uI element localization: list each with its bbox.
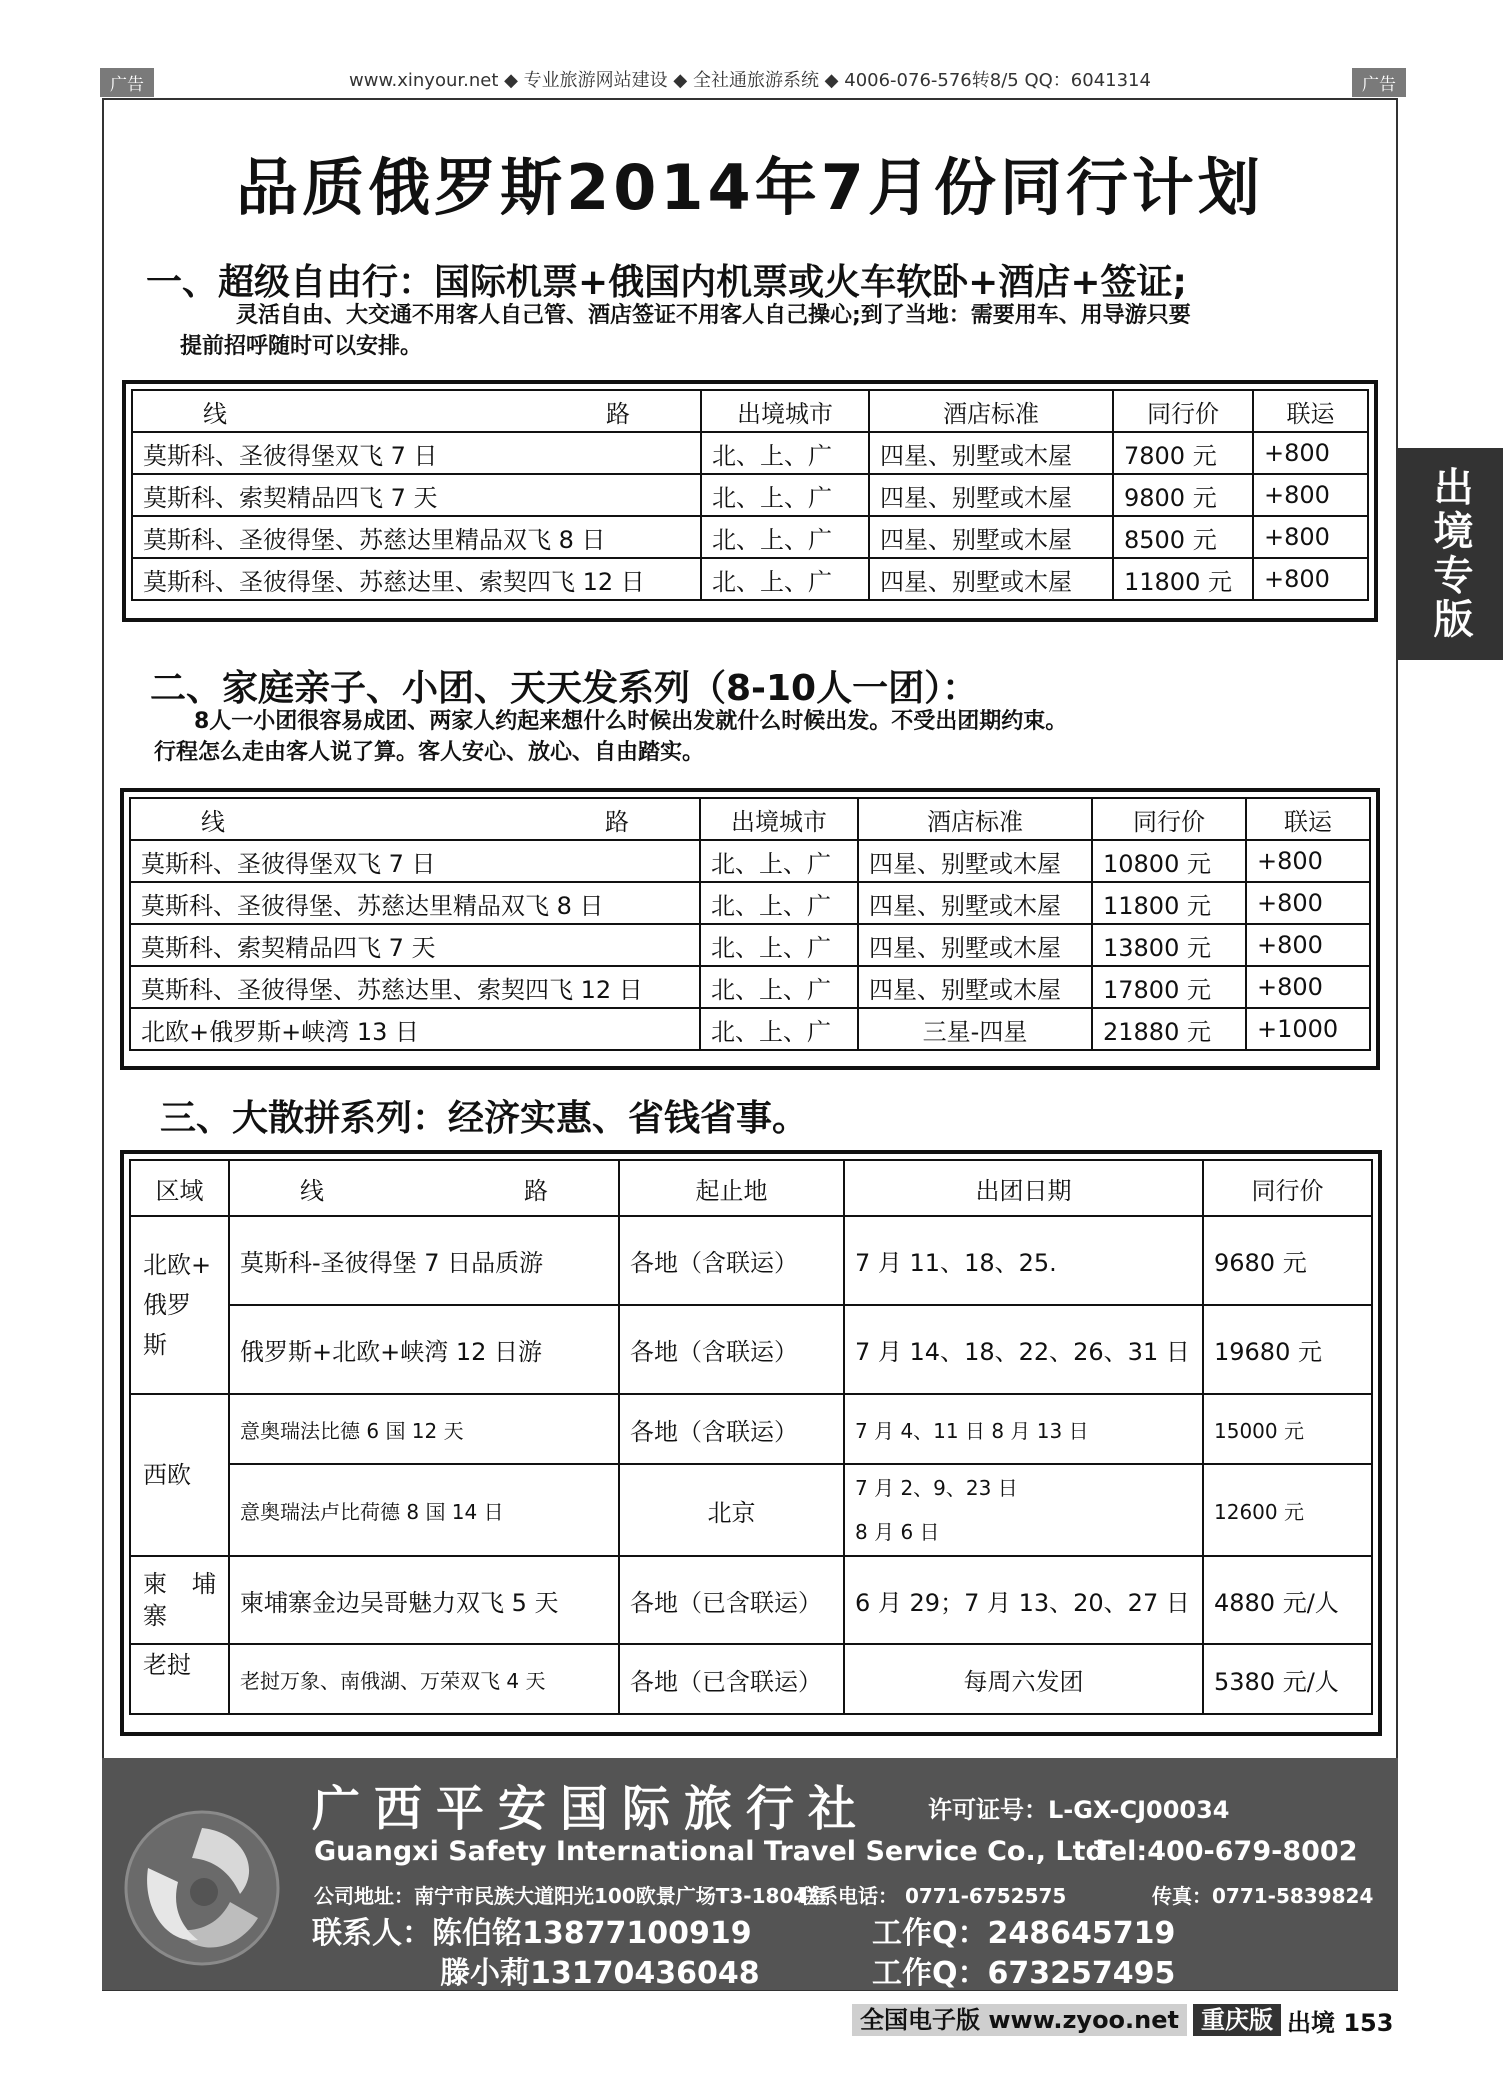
price-cell: 9680 元 [1203, 1216, 1372, 1305]
dates-cell: 7 月 14、18、22、26、31 日 [844, 1305, 1203, 1394]
route-cell: 莫斯科、圣彼得堡、苏慈达里、索契四飞 12 日 [130, 966, 700, 1008]
hotel-cell: 四星、别墅或木屋 [858, 966, 1092, 1008]
price-cell: 5380 元/人 [1203, 1644, 1372, 1714]
table-row [130, 1008, 1370, 1050]
city-cell: 北、上、广 [700, 882, 858, 924]
header-dates: 出团日期 [844, 1160, 1203, 1216]
table-row [132, 432, 1368, 474]
route-cell: 意奥瑞法比德 6 国 12 天 [229, 1394, 619, 1464]
extra-cell: +800 [1246, 966, 1370, 1008]
table-row [130, 1394, 1372, 1464]
header-origin: 起止地 [619, 1160, 844, 1216]
route-cell: 柬埔寨金边吴哥魅力双飞 5 天 [229, 1556, 619, 1644]
price-cell: 12600 元 [1203, 1464, 1372, 1556]
table-row [130, 1556, 1372, 1644]
route-cell: 老挝万象、南俄湖、万荣双飞 4 天 [229, 1644, 619, 1714]
city-edition-badge: 重庆版 [1193, 2004, 1281, 2036]
route-cell: 俄罗斯+北欧+峡湾 12 日游 [229, 1305, 619, 1394]
price-cell: 15000 元 [1203, 1394, 1372, 1464]
page-number: 出境 153 [1287, 2008, 1394, 2037]
origin-cell: 各地（含联运） [619, 1216, 844, 1305]
table-row [130, 924, 1370, 966]
route-cell: 意奥瑞法卢比荷德 8 国 14 日 [229, 1464, 619, 1556]
company-name: 广西平安国际旅行社 [312, 1781, 871, 1837]
city-cell: 北、上、广 [701, 516, 869, 558]
table-row [130, 1644, 1372, 1714]
section2-table [129, 797, 1371, 1051]
extra-cell: +800 [1246, 882, 1370, 924]
section2-title: 二、家庭亲子、小团、天天发系列（8-10人一团）： [150, 668, 979, 709]
header-price: 同行价 [1092, 798, 1246, 840]
city-cell: 北、上、广 [701, 558, 869, 600]
city-cell: 北、上、广 [701, 432, 869, 474]
price-cell: 11800 元 [1113, 558, 1253, 600]
route-cell: 北欧+俄罗斯+峡湾 13 日 [130, 1008, 700, 1050]
dates-cell: 7 月 11、18、25. [844, 1216, 1203, 1305]
route-cell: 莫斯科、索契精品四飞 7 天 [132, 474, 701, 516]
origin-cell: 北京 [619, 1464, 844, 1556]
header-city: 出境城市 [701, 390, 869, 432]
price-cell: 7800 元 [1113, 432, 1253, 474]
page-title: 品质俄罗斯2014年7月份同行计划 [236, 151, 1264, 224]
section3-title: 三、大散拼系列：经济实惠、省钱省事。 [160, 1098, 809, 1139]
city-cell: 北、上、广 [700, 966, 858, 1008]
region-cell-cambodia: 柬 埔 寨 [130, 1556, 229, 1644]
region-cell-nordic: 北欧+ 俄罗 斯 [130, 1216, 229, 1394]
city-cell: 北、上、广 [700, 1008, 858, 1050]
section1-desc-line1: 灵活自由、大交通不用客人自己管、酒店签证不用客人自己操心;到了当地：需要用车、用导游只要 [236, 303, 1191, 328]
table-row [130, 966, 1370, 1008]
company-logo-icon [122, 1808, 282, 1968]
origin-cell: 各地（已含联运） [619, 1556, 844, 1644]
city-cell: 北、上、广 [700, 840, 858, 882]
header-hotel: 酒店标准 [858, 798, 1092, 840]
hotel-cell: 四星、别墅或木屋 [869, 432, 1113, 474]
contact-person-2: 滕小莉13170436048 [440, 1956, 760, 1991]
dates-cell: 6 月 29；7 月 13、20、27 日 [844, 1556, 1203, 1644]
section1-title: 一、超级自由行：国际机票+俄国内机票或火车软卧+酒店+签证; [146, 262, 1187, 303]
ad-tag-right: 广告 [1352, 68, 1406, 97]
header-city: 出境城市 [700, 798, 858, 840]
company-footer [102, 1758, 1398, 1990]
extra-cell: +800 [1253, 474, 1368, 516]
section1-table-box [122, 380, 1378, 622]
table-header-row [130, 798, 1370, 840]
table-row [130, 1216, 1372, 1305]
section2-table-box [120, 788, 1380, 1070]
table-header-row [130, 1160, 1372, 1216]
route-cell: 莫斯科、圣彼得堡双飞 7 日 [132, 432, 701, 474]
price-cell: 19680 元 [1203, 1305, 1372, 1394]
header-price: 同行价 [1203, 1160, 1372, 1216]
edition-label: 全国电子版 www.zyoo.net [852, 2004, 1187, 2036]
extra-cell: +800 [1253, 432, 1368, 474]
price-cell: 21880 元 [1092, 1008, 1246, 1050]
region-cell-laos: 老挝 [130, 1644, 229, 1714]
section3-table-box [120, 1150, 1382, 1736]
header-route: 线 路 [130, 798, 700, 840]
table-row [132, 516, 1368, 558]
side-tab-label: 出境专版 [1427, 466, 1473, 642]
price-cell: 4880 元/人 [1203, 1556, 1372, 1644]
price-cell: 8500 元 [1113, 516, 1253, 558]
section2-desc-line2: 行程怎么走由客人说了算。客人安心、放心、自由踏实。 [154, 740, 705, 765]
price-cell: 10800 元 [1092, 840, 1246, 882]
company-tel: Tel:400-679-8002 [1094, 1836, 1358, 1867]
region-cell-west-europe: 西欧 [130, 1394, 229, 1556]
hotel-cell: 四星、别墅或木屋 [858, 924, 1092, 966]
section3-table [129, 1159, 1373, 1715]
route-cell: 莫斯科-圣彼得堡 7 日品质游 [229, 1216, 619, 1305]
ad-tag-left: 广告 [100, 68, 154, 97]
hotel-cell: 四星、别墅或木屋 [869, 516, 1113, 558]
route-cell: 莫斯科、圣彼得堡、苏慈达里精品双飞 8 日 [132, 516, 701, 558]
work-qq-1: 工作Q：248645719 [872, 1916, 1176, 1951]
extra-cell: +800 [1253, 558, 1368, 600]
work-qq-2: 工作Q：673257495 [872, 1956, 1176, 1991]
header-route: 线 路 [229, 1160, 619, 1216]
header-extra: 联运 [1253, 390, 1368, 432]
hotel-cell: 四星、别墅或木屋 [858, 882, 1092, 924]
table-row [130, 840, 1370, 882]
table-row [130, 882, 1370, 924]
table-header-row [132, 390, 1368, 432]
header-hotel: 酒店标准 [869, 390, 1113, 432]
table-row [132, 474, 1368, 516]
route-cell: 莫斯科、圣彼得堡、苏慈达里精品双飞 8 日 [130, 882, 700, 924]
contact-person-1: 联系人：陈伯铭13877100919 [312, 1916, 752, 1951]
route-cell: 莫斯科、圣彼得堡、苏慈达里、索契四飞 12 日 [132, 558, 701, 600]
dates-cell: 7 月 2、9、23 日 8 月 6 日 [844, 1464, 1203, 1556]
company-name-en: Guangxi Safety International Travel Service Co., Ltd [314, 1836, 1105, 1867]
price-cell: 11800 元 [1092, 882, 1246, 924]
table-row [130, 1464, 1372, 1556]
price-cell: 13800 元 [1092, 924, 1246, 966]
table-row [132, 558, 1368, 600]
extra-cell: +800 [1246, 840, 1370, 882]
price-cell: 9800 元 [1113, 474, 1253, 516]
company-fax: 传真：0771-5839824 [1152, 1884, 1374, 1908]
section1-table [131, 389, 1369, 601]
company-phone: 联系电话： 0771-6752575 [798, 1884, 1067, 1908]
route-cell: 莫斯科、索契精品四飞 7 天 [130, 924, 700, 966]
city-cell: 北、上、广 [700, 924, 858, 966]
hotel-cell: 四星、别墅或木屋 [869, 474, 1113, 516]
dates-cell: 7 月 4、11 日 8 月 13 日 [844, 1394, 1203, 1464]
price-cell: 17800 元 [1092, 966, 1246, 1008]
extra-cell: +1000 [1246, 1008, 1370, 1050]
company-address: 公司地址：南宁市民族大道阳光100欧景广场T3-1804室 [314, 1884, 828, 1908]
origin-cell: 各地（含联运） [619, 1394, 844, 1464]
extra-cell: +800 [1253, 516, 1368, 558]
header-region: 区域 [130, 1160, 229, 1216]
table-row [130, 1305, 1372, 1394]
bottom-page-bar [852, 2004, 1399, 2036]
header-extra: 联运 [1246, 798, 1370, 840]
dates-cell: 每周六发团 [844, 1644, 1203, 1714]
top-info-line: www.xinyour.net ◆ 专业旅游网站建设 ◆ 全社通旅游系统 ◆ 4006-076-576转8/5 QQ：6041314 [349, 70, 1151, 91]
hotel-cell: 四星、别墅或木屋 [858, 840, 1092, 882]
header-price: 同行价 [1113, 390, 1253, 432]
side-tab [1398, 448, 1503, 660]
extra-cell: +800 [1246, 924, 1370, 966]
section1-desc-line2: 提前招呼随时可以安排。 [180, 334, 423, 359]
origin-cell: 各地（已含联运） [619, 1644, 844, 1714]
header-route: 线 路 [132, 390, 701, 432]
section2-desc-line1: 8人一小团很容易成团、两家人约起来想什么时候出发就什么时候出发。不受出团期约束。 [194, 709, 1068, 734]
route-cell: 莫斯科、圣彼得堡双飞 7 日 [130, 840, 700, 882]
city-cell: 北、上、广 [701, 474, 869, 516]
license-number: 许可证号：L-GX-CJ00034 [928, 1796, 1230, 1824]
origin-cell: 各地（含联运） [619, 1305, 844, 1394]
hotel-cell: 四星、别墅或木屋 [869, 558, 1113, 600]
hotel-cell: 三星-四星 [858, 1008, 1092, 1050]
